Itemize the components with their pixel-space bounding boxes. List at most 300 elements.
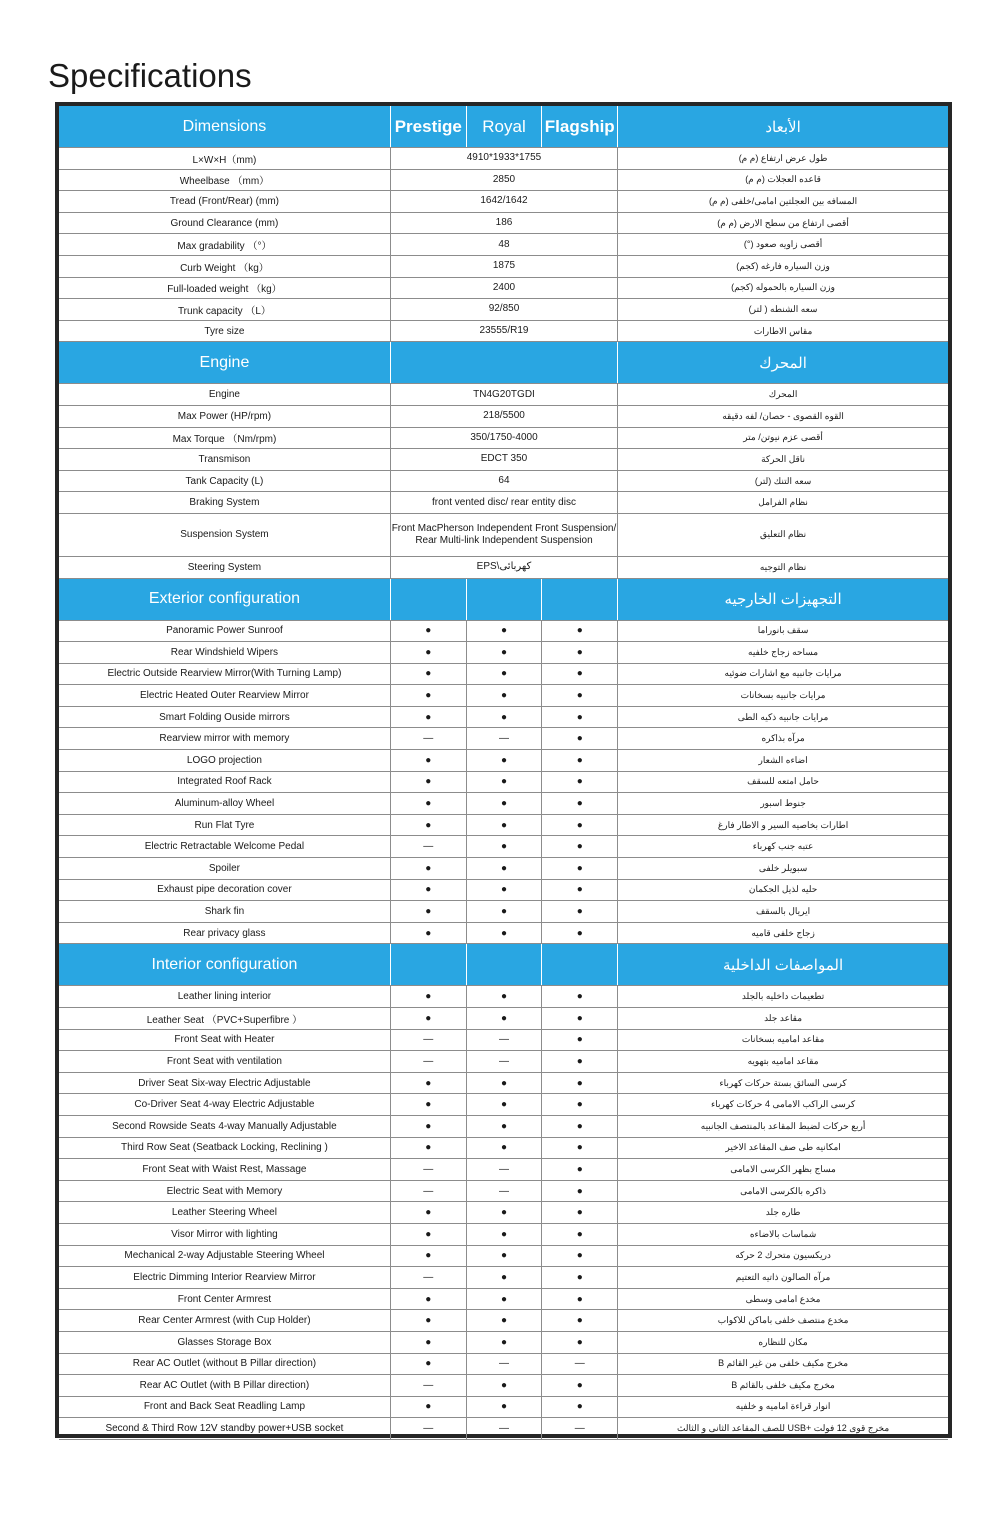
table-row <box>59 1008 948 1030</box>
spec-label-en: Leather lining interior <box>59 986 391 1007</box>
availability-royal: ● <box>467 793 543 814</box>
spec-label-ar: مخرج مكيف خلفى من غير القائم B <box>718 1358 849 1369</box>
availability-prestige: ● <box>391 858 467 879</box>
spec-label-en: Aluminum-alloy Wheel <box>59 793 391 814</box>
availability-flagship: ● <box>542 986 618 1007</box>
table-row <box>59 557 948 579</box>
availability-flagship: ● <box>542 1181 618 1202</box>
table-row <box>59 1418 948 1440</box>
section-title-ar: المواصفات الداخلية <box>618 944 948 985</box>
availability-royal: ● <box>467 1246 543 1267</box>
spec-label-en: Driver Seat Six-way Electric Adjustable <box>59 1073 391 1094</box>
table-row <box>59 1030 948 1052</box>
variant-header-flagship: Flagship <box>542 106 618 147</box>
spec-label-ar: أقصى ارتفاع من سطح الارض (م م) <box>717 217 849 228</box>
spec-label-en: Rear AC Outlet (without B Pillar direction) <box>59 1354 391 1375</box>
section-header-spacer <box>391 342 618 383</box>
availability-royal: ● <box>467 1224 543 1245</box>
table-row <box>59 1116 948 1138</box>
availability-flagship: ● <box>542 664 618 685</box>
table-row <box>59 234 948 256</box>
availability-flagship: ● <box>542 1138 618 1159</box>
section-header-spacer <box>467 579 543 620</box>
table-row <box>59 191 948 213</box>
table-row <box>59 1246 948 1268</box>
availability-flagship: ● <box>542 1159 618 1180</box>
section-header <box>59 106 948 148</box>
availability-royal: — <box>467 1181 543 1202</box>
section-header-spacer <box>542 579 618 620</box>
spec-label-ar: طاره جلد <box>765 1207 801 1218</box>
section-title-en: Engine <box>59 342 391 383</box>
table-row <box>59 514 948 557</box>
availability-royal: ● <box>467 1073 543 1094</box>
table-row <box>59 1181 948 1203</box>
availability-royal: ● <box>467 923 543 944</box>
availability-prestige: ● <box>391 750 467 771</box>
spec-label-ar: حامل امتعه للسقف <box>747 776 819 787</box>
table-row <box>59 772 948 794</box>
availability-royal: ● <box>467 1138 543 1159</box>
spec-label-ar: مقاس الاطارات <box>753 325 813 336</box>
availability-flagship: ● <box>542 685 618 706</box>
spec-value: 218/5500 <box>391 406 618 427</box>
variant-header-royal: Royal <box>467 106 543 147</box>
table-row <box>59 836 948 858</box>
spec-label-ar: جنوط اسبور <box>760 798 806 809</box>
table-row <box>59 728 948 750</box>
spec-label-en: Rear Center Armrest (with Cup Holder) <box>59 1310 391 1331</box>
spec-label-en: Rear privacy glass <box>59 923 391 944</box>
availability-flagship: ● <box>542 1073 618 1094</box>
spec-value: TN4G20TGDI <box>391 384 618 405</box>
spec-value: 350/1750-4000 <box>391 428 618 449</box>
availability-prestige: ● <box>391 986 467 1007</box>
availability-prestige: ● <box>391 923 467 944</box>
spec-value: 48 <box>391 234 618 255</box>
availability-prestige: ● <box>391 1073 467 1094</box>
spec-label-ar: مكان للنظاره <box>758 1336 808 1347</box>
spec-label-ar: اطارات بخاصيه السير و الاطار فارغ <box>717 819 849 830</box>
availability-flagship: ● <box>542 1332 618 1353</box>
table-row <box>59 256 948 278</box>
availability-royal: — <box>467 728 543 749</box>
availability-flagship: ● <box>542 750 618 771</box>
specifications-table <box>55 102 952 1438</box>
table-row <box>59 1224 948 1246</box>
spec-label-en: Front Seat with Heater <box>59 1030 391 1051</box>
spec-label-ar: مساج بظهر الكرسى الامامى <box>730 1163 836 1174</box>
spec-value: Front MacPherson Independent Front Suspension/ Rear Multi-link Independent Suspension <box>391 514 618 556</box>
section-header <box>59 944 948 986</box>
spec-grid <box>59 106 948 1440</box>
spec-label-en: Tread (Front/Rear) (mm) <box>59 191 391 212</box>
spec-label-ar: شماسات بالاضاءه <box>749 1228 817 1239</box>
spec-label-en: Glasses Storage Box <box>59 1332 391 1353</box>
availability-prestige: ● <box>391 1116 467 1137</box>
availability-prestige: — <box>391 1181 467 1202</box>
availability-prestige: ● <box>391 685 467 706</box>
spec-label-en: Front Seat with ventilation <box>59 1051 391 1072</box>
spec-label-en: Max Power (HP/rpm) <box>59 406 391 427</box>
table-row <box>59 880 948 902</box>
availability-prestige: ● <box>391 707 467 728</box>
availability-royal: ● <box>467 707 543 728</box>
spec-value: 92/850 <box>391 299 618 320</box>
spec-value: front vented disc/ rear entity disc <box>391 492 618 513</box>
availability-flagship: ● <box>542 1008 618 1029</box>
availability-royal: — <box>467 1159 543 1180</box>
availability-royal: ● <box>467 1116 543 1137</box>
spec-label-en: Trunk capacity （L） <box>59 299 391 320</box>
availability-prestige: ● <box>391 1354 467 1375</box>
availability-prestige: — <box>391 1159 467 1180</box>
table-row <box>59 815 948 837</box>
availability-flagship: — <box>542 1354 618 1375</box>
spec-value: EPS\كهربائى <box>391 557 618 578</box>
spec-label-ar: ايريال بالسقف <box>755 906 811 917</box>
spec-label-en: Integrated Roof Rack <box>59 772 391 793</box>
availability-prestige: ● <box>391 1094 467 1115</box>
availability-flagship: ● <box>542 1310 618 1331</box>
spec-label-ar: نظام التوجيه <box>759 561 807 572</box>
availability-prestige: ● <box>391 664 467 685</box>
spec-label-ar: أقصى زاويه صعود (°) <box>743 239 823 250</box>
availability-flagship: ● <box>542 858 618 879</box>
availability-flagship: ● <box>542 1397 618 1418</box>
spec-label-ar: اضاءه الشعار <box>758 754 808 765</box>
availability-prestige: ● <box>391 1397 467 1418</box>
availability-flagship: ● <box>542 728 618 749</box>
table-row <box>59 664 948 686</box>
page-title: Specifications <box>48 57 252 94</box>
section-header-spacer <box>391 579 467 620</box>
availability-royal: — <box>467 1030 543 1051</box>
spec-label-en: Second & Third Row 12V standby power+USB socket <box>59 1418 391 1439</box>
availability-flagship: ● <box>542 1116 618 1137</box>
spec-label-en: Electric Dimming Interior Rearview Mirror <box>59 1267 391 1288</box>
availability-prestige: — <box>391 1267 467 1288</box>
availability-prestige: ● <box>391 1289 467 1310</box>
section-title-en: Dimensions <box>59 106 391 147</box>
spec-label-en: Rear Windshield Wipers <box>59 642 391 663</box>
availability-flagship: ● <box>542 707 618 728</box>
spec-label-en: Max Torque （Nm/rpm) <box>59 428 391 449</box>
spec-label-en: Rear AC Outlet (with B Pillar direction) <box>59 1375 391 1396</box>
table-row <box>59 299 948 321</box>
spec-label-en: Transmison <box>59 449 391 470</box>
availability-prestige: ● <box>391 1246 467 1267</box>
spec-label-en: Full-loaded weight （kg） <box>59 278 391 299</box>
availability-prestige: ● <box>391 901 467 922</box>
section-header-spacer <box>542 944 618 985</box>
table-row <box>59 685 948 707</box>
availability-flagship: ● <box>542 1289 618 1310</box>
section-title-ar: الأبعاد <box>618 106 948 147</box>
spec-label-ar: انوار قراءة اماميه و خلفيه <box>735 1401 831 1412</box>
availability-royal: ● <box>467 621 543 642</box>
spec-label-ar: نظام الفرامل <box>758 497 808 508</box>
spec-label-ar: مخرج قوى 12 فولت +USB للصف المقاعد الثانى و الثالث <box>676 1423 890 1434</box>
availability-royal: ● <box>467 901 543 922</box>
availability-prestige: ● <box>391 642 467 663</box>
spec-label-en: Exhaust pipe decoration cover <box>59 880 391 901</box>
availability-royal: ● <box>467 1289 543 1310</box>
spec-label-en: Braking System <box>59 492 391 513</box>
availability-royal: — <box>467 1418 543 1439</box>
availability-prestige: ● <box>391 1310 467 1331</box>
spec-label-en: Front and Back Seat Readling Lamp <box>59 1397 391 1418</box>
availability-royal: — <box>467 1354 543 1375</box>
table-row <box>59 1159 948 1181</box>
spec-label-en: Leather Steering Wheel <box>59 1202 391 1223</box>
table-row <box>59 750 948 772</box>
availability-flagship: ● <box>542 1246 618 1267</box>
spec-label-en: Steering System <box>59 557 391 578</box>
table-row <box>59 406 948 428</box>
table-row <box>59 428 948 450</box>
spec-label-ar: تطعيمات داخليه بالجلد <box>741 991 825 1002</box>
table-row <box>59 1289 948 1311</box>
availability-royal: ● <box>467 1267 543 1288</box>
spec-label-ar: ذاكره بالكرسى الامامى <box>740 1185 827 1196</box>
spec-value: 2400 <box>391 278 618 299</box>
spec-label-en: Smart Folding Ouside mirrors <box>59 707 391 728</box>
spec-label-ar: مقاعد جلد <box>764 1012 803 1023</box>
spec-label-ar: ناقل الحركة <box>761 453 806 464</box>
spec-label-ar: مخدع امامى وسطى <box>745 1293 821 1304</box>
section-header-spacer <box>391 944 467 985</box>
table-row <box>59 1094 948 1116</box>
spec-label-ar: سعه التنك (لتر) <box>754 475 812 486</box>
spec-label-ar: مرآه الصالون ذاتيه التعتيم <box>735 1271 831 1282</box>
spec-label-en: L×W×H（mm) <box>59 148 391 169</box>
availability-royal: ● <box>467 1310 543 1331</box>
table-row <box>59 170 948 192</box>
spec-value: 186 <box>391 213 618 234</box>
availability-prestige: ● <box>391 772 467 793</box>
spec-label-ar: سعه الشنطه ( لتر) <box>748 303 818 314</box>
table-row <box>59 321 948 343</box>
spec-label-en: Front Seat with Waist Rest, Massage <box>59 1159 391 1180</box>
section-title-ar: المحرك <box>618 342 948 383</box>
spec-label-en: Curb Weight （kg） <box>59 256 391 277</box>
spec-value: 2850 <box>391 170 618 191</box>
availability-flagship: ● <box>542 923 618 944</box>
availability-prestige: ● <box>391 793 467 814</box>
spec-label-en: Leather Seat （PVC+Superfibre ） <box>59 1008 391 1029</box>
table-row <box>59 1310 948 1332</box>
spec-label-en: Tyre size <box>59 321 391 342</box>
table-row <box>59 707 948 729</box>
availability-flagship: ● <box>542 1030 618 1051</box>
spec-value: 23555/R19 <box>391 321 618 342</box>
spec-label-en: Suspension System <box>59 514 391 556</box>
table-row <box>59 1332 948 1354</box>
availability-flagship: ● <box>542 880 618 901</box>
section-title-ar: التجهيزات الخارجيه <box>618 579 948 620</box>
availability-prestige: ● <box>391 1224 467 1245</box>
table-row <box>59 213 948 235</box>
spec-label-en: Wheelbase （mm） <box>59 170 391 191</box>
table-row <box>59 1375 948 1397</box>
section-title-en: Exterior configuration <box>59 579 391 620</box>
availability-royal: ● <box>467 880 543 901</box>
spec-label-ar: سبويلر خلفى <box>758 862 808 873</box>
table-row <box>59 471 948 493</box>
availability-prestige: — <box>391 1051 467 1072</box>
availability-royal: ● <box>467 1202 543 1223</box>
availability-prestige: ● <box>391 880 467 901</box>
table-row <box>59 449 948 471</box>
table-row <box>59 793 948 815</box>
spec-label-en: Max gradability （°） <box>59 234 391 255</box>
availability-flagship: ● <box>542 1094 618 1115</box>
spec-label-en: Ground Clearance (mm) <box>59 213 391 234</box>
availability-flagship: ● <box>542 1375 618 1396</box>
spec-label-ar: قاعده العجلات (م م) <box>745 174 821 185</box>
availability-royal: ● <box>467 664 543 685</box>
spec-label-ar: مرايات جانبيه بسخانات <box>740 690 826 701</box>
spec-label-ar: وزن السياره بالحموله (كجم) <box>731 282 836 293</box>
spec-value: 64 <box>391 471 618 492</box>
table-row <box>59 858 948 880</box>
spec-value: 4910*1933*1755 <box>391 148 618 169</box>
table-row <box>59 1397 948 1419</box>
spec-label-ar: وزن السياره فارغه (كجم) <box>736 260 830 271</box>
availability-royal: ● <box>467 986 543 1007</box>
spec-label-ar: كرسى الراكب الامامى 4 حركات كهرباء <box>711 1099 856 1110</box>
table-row <box>59 1073 948 1095</box>
table-row <box>59 1202 948 1224</box>
spec-label-en: Visor Mirror with lighting <box>59 1224 391 1245</box>
spec-label-ar: مرايات جانبيه ذكيه الطى <box>737 711 829 722</box>
spec-label-en: Electric Seat with Memory <box>59 1181 391 1202</box>
spec-label-ar: مخدع منتصف خلفى باماكن للاكواب <box>717 1315 849 1326</box>
table-row <box>59 1267 948 1289</box>
table-row <box>59 148 948 170</box>
spec-label-ar: حليه لذيل الجكمان <box>748 884 818 895</box>
spec-label-en: Panoramic Power Sunroof <box>59 621 391 642</box>
spec-label-ar: نظام التعليق <box>759 529 807 540</box>
section-title-en: Interior configuration <box>59 944 391 985</box>
table-row <box>59 986 948 1008</box>
availability-flagship: ● <box>542 642 618 663</box>
availability-royal: ● <box>467 1094 543 1115</box>
section-header <box>59 579 948 621</box>
table-row <box>59 1138 948 1160</box>
availability-prestige: — <box>391 1418 467 1439</box>
availability-prestige: ● <box>391 621 467 642</box>
availability-flagship: ● <box>542 836 618 857</box>
spec-label-ar: مساحه زجاج خلفيه <box>748 646 819 657</box>
availability-prestige: ● <box>391 1332 467 1353</box>
availability-prestige: — <box>391 1030 467 1051</box>
spec-label-ar: كرسى السائق بستة حركات كهرباء <box>719 1077 847 1088</box>
spec-label-ar: المحرك <box>768 389 798 400</box>
availability-royal: ● <box>467 750 543 771</box>
availability-royal: — <box>467 1051 543 1072</box>
availability-flagship: ● <box>542 1224 618 1245</box>
spec-label-ar: مرآه بذاكره <box>761 733 805 744</box>
availability-prestige: ● <box>391 1138 467 1159</box>
spec-label-ar: أربع حركات لضبط المقاعد بالمنتصف الجانبيه <box>700 1120 866 1131</box>
spec-label-en: Tank Capacity (L) <box>59 471 391 492</box>
availability-flagship: ● <box>542 772 618 793</box>
spec-label-ar: مقاعد اماميه بسخانات <box>741 1034 825 1045</box>
spec-label-ar: امكانيه طى صف المقاعد الاخير <box>725 1142 841 1153</box>
spec-label-en: Third Row Seat (Seatback Locking, Reclining ) <box>59 1138 391 1159</box>
spec-label-ar: طول عرض ارتفاع (م م) <box>738 152 828 163</box>
spec-label-ar: زجاج خلفى قاميه <box>751 927 815 938</box>
availability-prestige: ● <box>391 815 467 836</box>
availability-royal: ● <box>467 685 543 706</box>
availability-royal: ● <box>467 1375 543 1396</box>
spec-label-en: Rearview mirror with memory <box>59 728 391 749</box>
spec-label-en: Front Center Armrest <box>59 1289 391 1310</box>
availability-royal: ● <box>467 836 543 857</box>
spec-label-ar: مرايات جانبيه مع اشارات ضوئيه <box>724 668 842 679</box>
availability-prestige: — <box>391 728 467 749</box>
spec-label-en: Run Flat Tyre <box>59 815 391 836</box>
availability-royal: ● <box>467 858 543 879</box>
spec-value: 1875 <box>391 256 618 277</box>
availability-flagship: ● <box>542 901 618 922</box>
availability-flagship: ● <box>542 793 618 814</box>
spec-value: EDCT 350 <box>391 449 618 470</box>
table-row <box>59 901 948 923</box>
variant-header-prestige: Prestige <box>391 106 467 147</box>
table-row <box>59 1051 948 1073</box>
spec-label-en: Electric Retractable Welcome Pedal <box>59 836 391 857</box>
availability-royal: ● <box>467 642 543 663</box>
availability-royal: ● <box>467 1332 543 1353</box>
spec-label-ar: سقف بانوراما <box>757 625 809 636</box>
availability-prestige: — <box>391 836 467 857</box>
spec-label-ar: عتبه جنب كهرباء <box>752 841 814 852</box>
spec-label-ar: دريكسيون متحرك 2 حركه <box>735 1250 831 1261</box>
spec-label-ar: مقاعد اماميه بتهويه <box>747 1055 819 1066</box>
table-row <box>59 278 948 300</box>
spec-label-en: Co-Driver Seat 4-way Electric Adjustable <box>59 1094 391 1115</box>
availability-royal: ● <box>467 1008 543 1029</box>
table-row <box>59 923 948 945</box>
availability-prestige: ● <box>391 1202 467 1223</box>
availability-flagship: ● <box>542 815 618 836</box>
availability-flagship: ● <box>542 621 618 642</box>
table-row <box>59 384 948 406</box>
availability-flagship: ● <box>542 1051 618 1072</box>
section-header-spacer <box>467 944 543 985</box>
table-row <box>59 642 948 664</box>
spec-label-en: LOGO projection <box>59 750 391 771</box>
table-row <box>59 621 948 643</box>
spec-label-en: Spoiler <box>59 858 391 879</box>
spec-label-ar: المسافه بين العجلتين امامى/خلفى (م م) <box>708 195 858 206</box>
spec-label-en: Engine <box>59 384 391 405</box>
table-row <box>59 492 948 514</box>
section-header <box>59 342 948 384</box>
spec-label-en: Electric Heated Outer Rearview Mirror <box>59 685 391 706</box>
availability-flagship: — <box>542 1418 618 1439</box>
availability-flagship: ● <box>542 1202 618 1223</box>
availability-royal: ● <box>467 1397 543 1418</box>
availability-flagship: ● <box>542 1267 618 1288</box>
availability-royal: ● <box>467 772 543 793</box>
spec-label-ar: مخرج مكيف خلفى بالقائم B <box>731 1379 835 1390</box>
availability-prestige: ● <box>391 1008 467 1029</box>
spec-label-ar: القوه القصوى - حصان/ لفه دقيقه <box>722 410 844 421</box>
